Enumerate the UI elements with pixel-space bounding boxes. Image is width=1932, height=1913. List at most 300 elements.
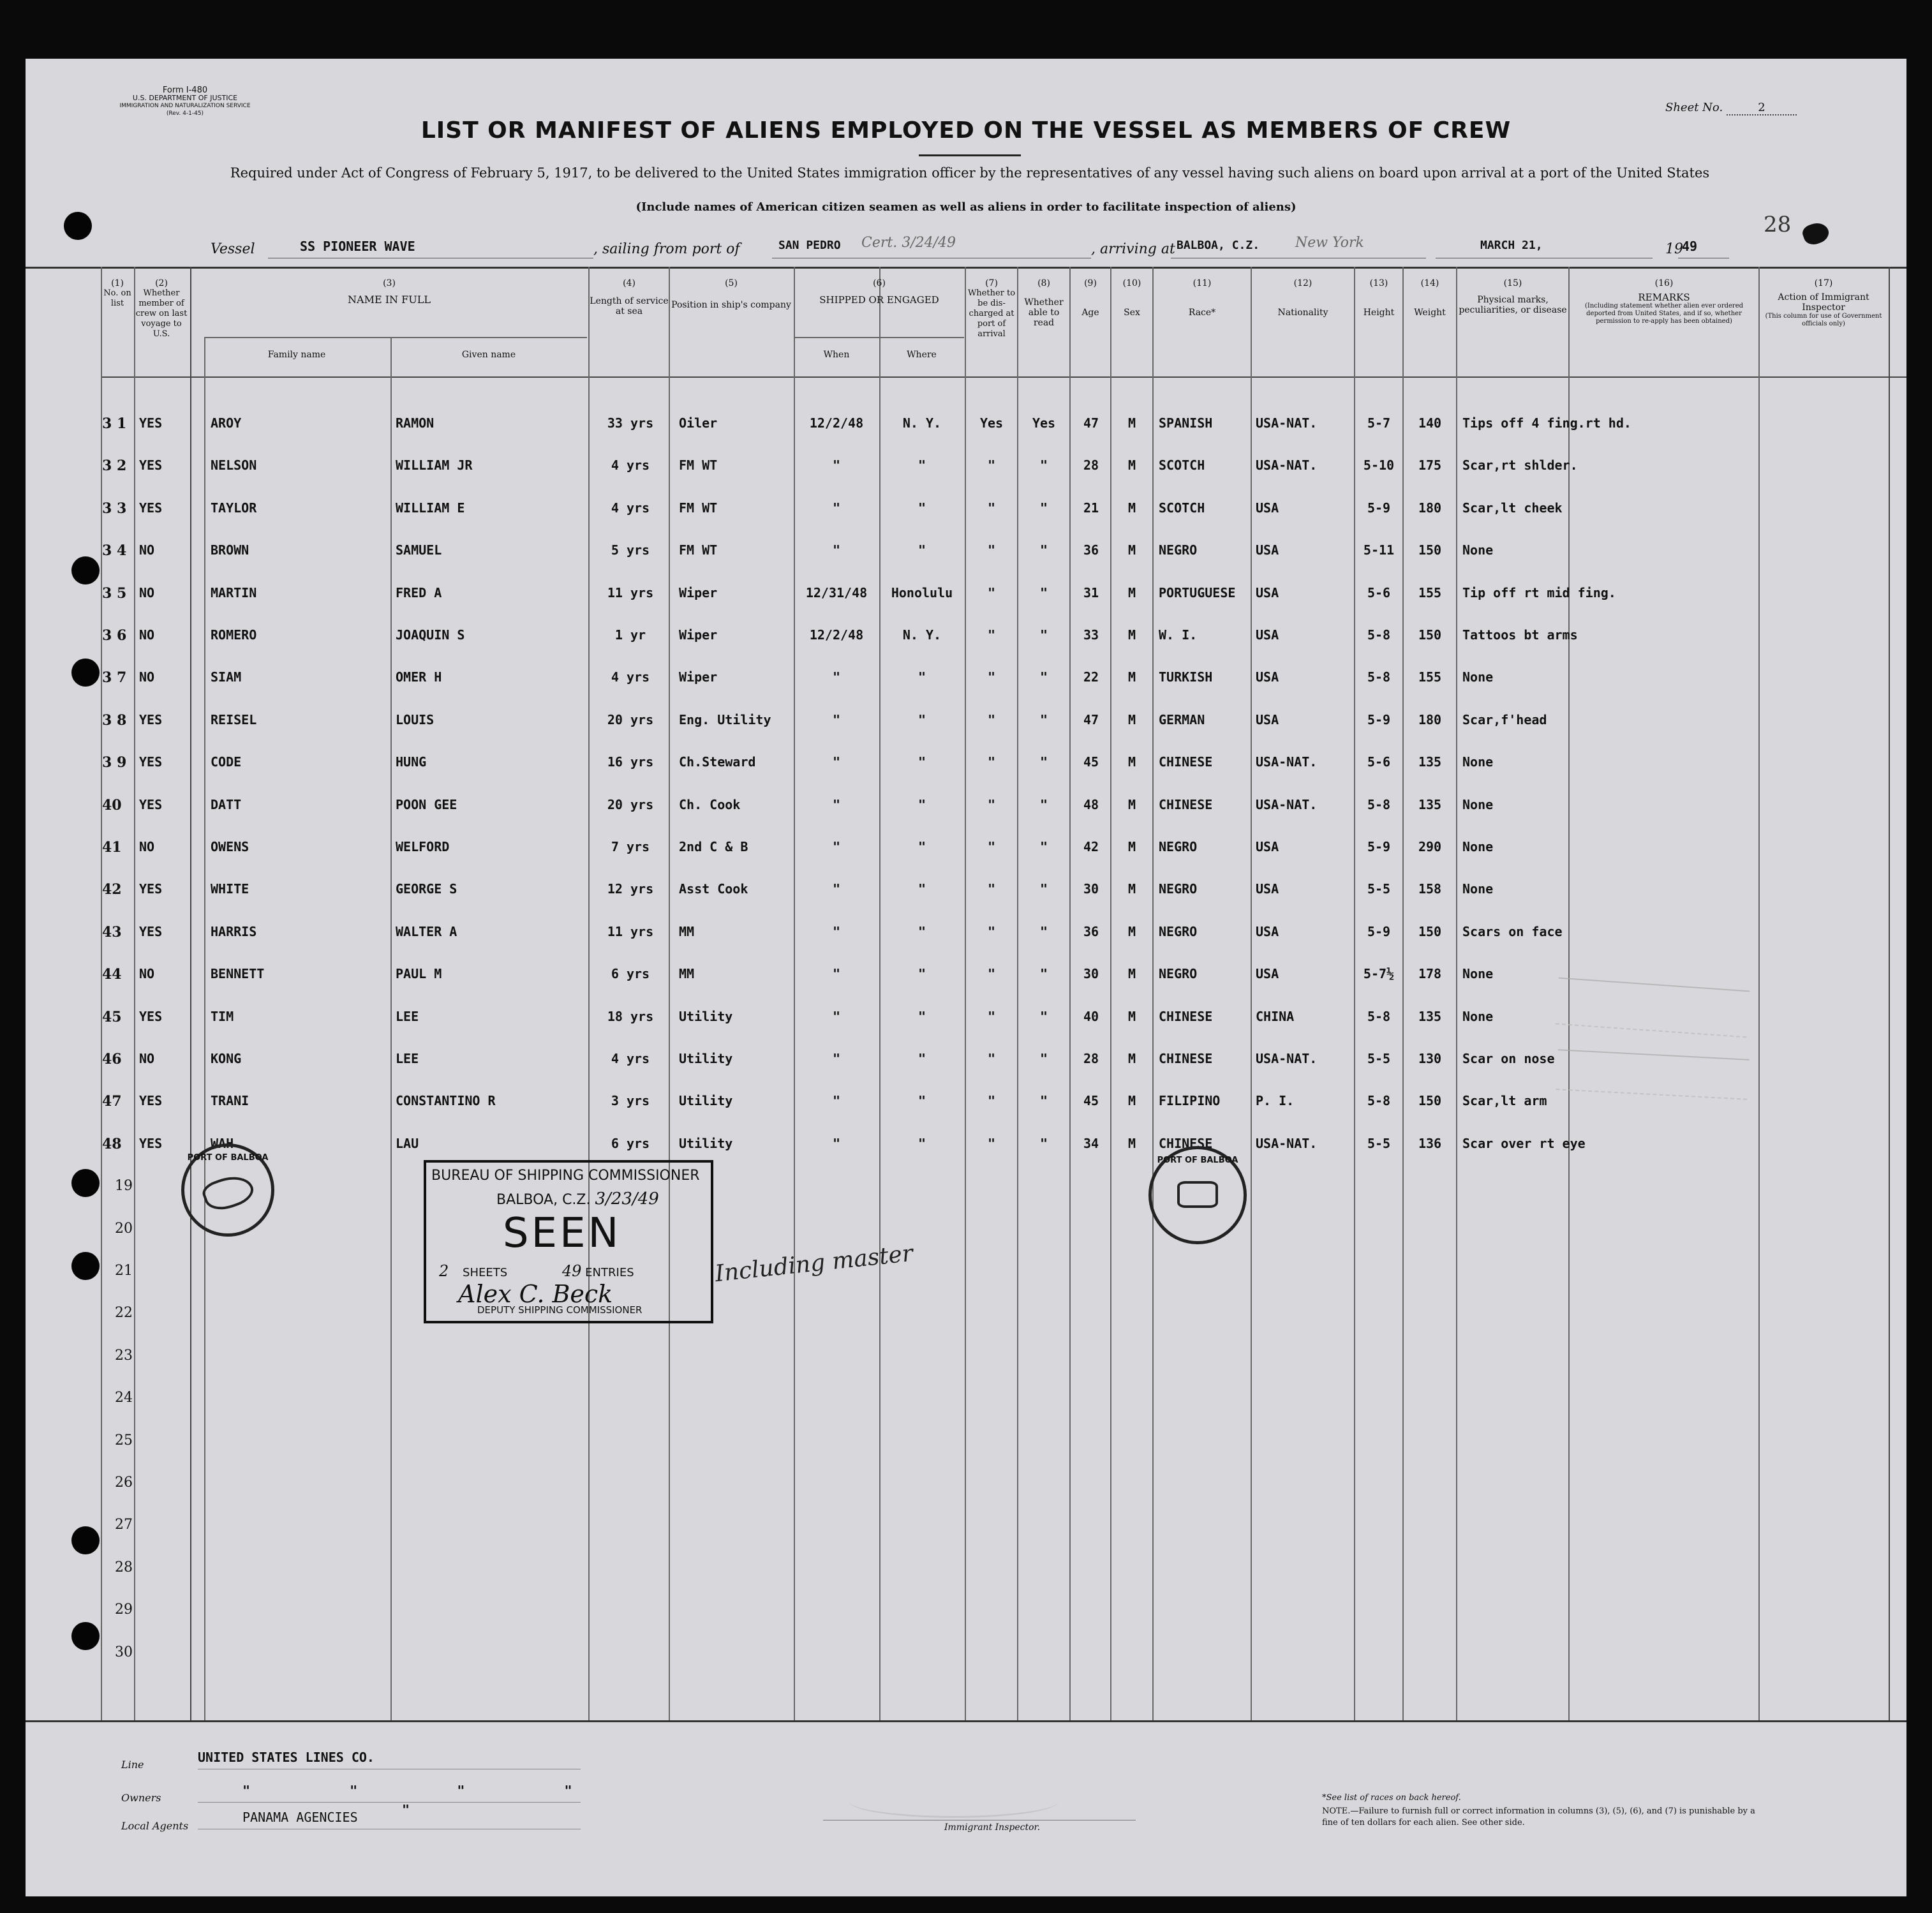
cell-weight: 150 [1418, 542, 1442, 558]
col7-num: (7) [985, 278, 998, 288]
vessel-line [211, 235, 1755, 260]
column-line [1354, 267, 1355, 1720]
cell-weight: 150 [1418, 627, 1442, 643]
cell-sex: M [1127, 627, 1136, 643]
cell-no-on-list: 3 2 [102, 458, 127, 474]
cell-nationality: USA [1256, 839, 1279, 854]
cell-previous-voyage: YES [139, 754, 163, 770]
cell-shipped-where: N. Y. [902, 415, 942, 431]
arriving-label: , arriving at [1091, 241, 1175, 257]
cell-weight: 155 [1418, 585, 1442, 600]
cell-nationality: P. I. [1256, 1093, 1295, 1108]
cell-family-name: AROY [211, 415, 242, 431]
cell-family-name: ROMERO [211, 627, 257, 643]
cell-nationality: USA-NAT. [1256, 1051, 1318, 1066]
column-line [588, 267, 590, 1720]
stamp-entries-count: 49 [561, 1262, 582, 1280]
stamp-role: DEPUTY SHIPPING COMMISSIONER [477, 1304, 643, 1316]
cell-age: 33 [1083, 627, 1099, 643]
cell-length-of-service: 4 yrs [611, 1051, 650, 1066]
cell-given-name: JOAQUIN S [396, 627, 465, 643]
cell-sex: M [1127, 1136, 1136, 1151]
arrival-date: MARCH 21, [1480, 239, 1543, 252]
shipped-subheader-line [794, 337, 964, 338]
cell-can-read: " [1039, 966, 1048, 981]
col2-head: Whether member of crew on last voyage to U.S. [135, 288, 188, 339]
cell-race: CHINESE [1159, 797, 1213, 812]
cell-shipped-where: " [918, 1136, 926, 1151]
cell-shipped-when: 12/2/48 [809, 627, 864, 643]
cell-length-of-service: 33 yrs [607, 415, 654, 431]
table-top-line [26, 267, 1906, 269]
cell-race: GERMAN [1159, 712, 1205, 727]
cell-no-on-list: 48 [102, 1136, 122, 1152]
cell-length-of-service: 11 yrs [607, 585, 654, 600]
col11-head: Race* [1188, 308, 1216, 318]
cell-shipped-where: " [918, 669, 926, 685]
col17-subhead: (This column for use of Government officials only) [1765, 313, 1882, 327]
col16-head: REMARKS [1638, 292, 1690, 303]
cell-previous-voyage: YES [139, 458, 163, 473]
col2-num: (2) [155, 278, 168, 288]
cell-position: Asst Cook [679, 881, 748, 897]
cell-race: SPANISH [1159, 415, 1213, 431]
cell-family-name: WHITE [211, 881, 249, 897]
vessel-name: SS PIONEER WAVE [300, 239, 415, 254]
cell-can-read: " [1039, 881, 1048, 897]
cell-shipped-where: " [918, 712, 926, 727]
table-row [26, 577, 1906, 603]
cell-height: 5-9 [1367, 924, 1391, 939]
col9-num: (9) [1084, 278, 1097, 288]
cell-no-on-list: 3 9 [102, 754, 127, 771]
port-seal [181, 1143, 274, 1237]
cell-previous-voyage: NO [139, 669, 155, 685]
column-line [190, 267, 191, 1720]
cell-previous-voyage: NO [139, 966, 155, 981]
cell-length-of-service: 7 yrs [611, 839, 650, 854]
col5-head: Position in ship's company [671, 300, 791, 310]
column-line [1456, 267, 1457, 1720]
cell-position: Utility [679, 1009, 733, 1024]
when-head: When [823, 350, 850, 360]
cert-annotation: Cert. 3/24/49 [861, 235, 956, 251]
cell-shipped-where: " [918, 500, 926, 516]
empty-row-number: 19 [115, 1178, 133, 1194]
cell-age: 42 [1083, 839, 1099, 854]
line-value: UNITED STATES LINES CO. [198, 1750, 375, 1765]
cell-height: 5-11 [1363, 542, 1395, 558]
table-row [26, 958, 1906, 984]
shipping-commissioner-stamp [424, 1160, 713, 1323]
cell-no-on-list: 3 4 [102, 542, 127, 559]
punch-hole [71, 1622, 100, 1650]
agents-value: PANAMA AGENCIES [242, 1810, 358, 1825]
cell-shipped-when: " [832, 797, 841, 812]
cell-given-name: RAMON [396, 415, 435, 431]
cell-position: 2nd C & B [679, 839, 748, 854]
cell-discharge-flag: " [987, 500, 996, 516]
table-row [26, 493, 1906, 518]
cell-no-on-list: 3 3 [102, 500, 127, 517]
cell-no-on-list: 44 [102, 966, 122, 983]
cell-family-name: BROWN [211, 542, 249, 558]
cell-discharge-flag: " [987, 881, 996, 897]
cell-weight: 178 [1418, 966, 1442, 981]
empty-row-number: 21 [115, 1263, 133, 1279]
table-row [26, 916, 1906, 942]
cell-no-on-list: 3 7 [102, 669, 127, 686]
cell-shipped-when: " [832, 458, 841, 473]
column-line [794, 267, 795, 1720]
cell-family-name: TAYLOR [211, 500, 257, 516]
cell-length-of-service: 20 yrs [607, 797, 654, 812]
punch-hole [64, 212, 92, 240]
given-name-head: Given name [461, 350, 516, 360]
cell-age: 47 [1083, 415, 1099, 431]
cell-can-read: " [1039, 542, 1048, 558]
cell-discharge-flag: " [987, 585, 996, 600]
table-row [26, 408, 1906, 433]
cell-can-read: " [1039, 627, 1048, 643]
col4-head: Length of service at sea [590, 296, 669, 316]
stamp-entries-label: ENTRIES [585, 1266, 634, 1279]
cell-discharge-flag: " [987, 924, 996, 939]
title-underline [919, 154, 1021, 156]
cell-length-of-service: 12 yrs [607, 881, 654, 897]
cell-discharge-flag: " [987, 712, 996, 727]
cell-age: 22 [1083, 669, 1099, 685]
cell-can-read: " [1039, 839, 1048, 854]
cell-sex: M [1127, 458, 1136, 473]
cell-race: NEGRO [1159, 839, 1198, 854]
col15-head: Physical marks, peculiarities, or disease [1459, 295, 1567, 315]
corner-number: 28 [1764, 212, 1792, 237]
department: U.S. DEPARTMENT OF JUSTICE [132, 94, 238, 102]
cell-shipped-when: 12/31/48 [805, 585, 868, 600]
cell-length-of-service: 18 yrs [607, 1009, 654, 1024]
cell-length-of-service: 4 yrs [611, 458, 650, 473]
cell-shipped-when: " [832, 966, 841, 981]
cell-given-name: LEE [396, 1051, 419, 1066]
col10-head: Sex [1124, 308, 1140, 318]
cell-position: Eng. Utility [679, 712, 771, 727]
table-row [26, 831, 1906, 857]
cell-shipped-where: " [918, 754, 926, 770]
cell-no-on-list: 3 6 [102, 627, 127, 644]
cell-can-read: " [1039, 1093, 1048, 1108]
cell-nationality: CHINA [1256, 1009, 1295, 1024]
penalty-note [1322, 1806, 1769, 1829]
cell-family-name: SIAM [211, 669, 242, 685]
cell-race: TURKISH [1159, 669, 1213, 685]
table-row [26, 535, 1906, 560]
cell-weight: 150 [1418, 924, 1442, 939]
cell-age: 31 [1083, 585, 1099, 600]
cell-given-name: LOUIS [396, 712, 435, 727]
cell-position: Wiper [679, 585, 718, 600]
cell-race: CHINESE [1159, 1051, 1213, 1066]
cell-height: 5-9 [1367, 500, 1391, 516]
stamp-signature: Alex C. Beck [458, 1280, 613, 1308]
table-row [26, 662, 1906, 687]
cell-height: 5-8 [1367, 1009, 1391, 1024]
col3-num: (3) [383, 278, 396, 288]
empty-row-number: 26 [115, 1475, 133, 1491]
cell-sex: M [1127, 1093, 1136, 1108]
column-line [879, 267, 881, 1720]
port-from: SAN PEDRO [778, 239, 841, 252]
cell-no-on-list: 3 5 [102, 585, 127, 602]
ink-blot [1801, 220, 1832, 248]
cell-length-of-service: 5 yrs [611, 542, 650, 558]
col16-num: (16) [1654, 278, 1674, 288]
punch-hole [71, 1252, 100, 1280]
cell-height: 5-8 [1367, 797, 1391, 812]
cell-position: Wiper [679, 627, 718, 643]
cell-height: 5-5 [1367, 881, 1391, 897]
cell-position: Ch. Cook [679, 797, 741, 812]
cell-sex: M [1127, 712, 1136, 727]
cell-previous-voyage: YES [139, 1093, 163, 1108]
cell-physical-marks: Scar over rt eye [1462, 1136, 1586, 1151]
cell-race: NEGRO [1159, 966, 1198, 981]
column-line [134, 267, 135, 1720]
cell-sex: M [1127, 881, 1136, 897]
cell-sex: M [1127, 669, 1136, 685]
column-line [1017, 267, 1018, 1720]
col5-num: (5) [725, 278, 738, 288]
subtitle: Required under Act of Congress of February 5, 1917, to be delivered to the United States immigration officer by the representatives of any vessel having such aliens on board upon arrival at a port of the United States [230, 165, 1710, 181]
cell-nationality: USA-NAT. [1256, 1136, 1318, 1151]
cell-length-of-service: 4 yrs [611, 500, 650, 516]
empty-row-number: 28 [115, 1559, 133, 1575]
seal-scribble [200, 1170, 257, 1216]
table-row [26, 450, 1906, 475]
col3-head: NAME IN FULL [348, 294, 431, 306]
including-master-note: Including master [713, 1240, 914, 1288]
cell-nationality: USA [1256, 627, 1279, 643]
cell-sex: M [1127, 754, 1136, 770]
year-prefix: 19 [1665, 241, 1683, 257]
col10-num: (10) [1122, 278, 1141, 288]
cell-height: 5-6 [1367, 754, 1391, 770]
column-line [101, 267, 102, 1720]
column-line [1152, 267, 1154, 1720]
cell-given-name: OMER H [396, 669, 442, 685]
cell-physical-marks: Scar,rt shlder. [1462, 458, 1578, 473]
cell-shipped-when: " [832, 712, 841, 727]
cell-age: 30 [1083, 966, 1099, 981]
cell-height: 5-5 [1367, 1136, 1391, 1151]
cell-shipped-when: " [832, 669, 841, 685]
cell-shipped-when: " [832, 1136, 841, 1151]
cell-discharge-flag: " [987, 754, 996, 770]
stamp-sheets-count: 2 [439, 1262, 449, 1280]
cell-shipped-when: " [832, 1051, 841, 1066]
cell-nationality: USA [1256, 966, 1279, 981]
form-id-block [102, 87, 268, 117]
note-text: —Failure to furnish full or correct information in columns (3), (5), (6), and (7) is punishable by a fine of ten dollars for each alien. See other side. [1322, 1806, 1755, 1827]
cell-weight: 158 [1418, 881, 1442, 897]
cell-physical-marks: None [1462, 754, 1494, 770]
revision: (Rev. 4-1-45) [166, 110, 204, 117]
cell-previous-voyage: YES [139, 1009, 163, 1024]
cell-shipped-when: " [832, 500, 841, 516]
port-seal-text: PORT OF BALBOA [1157, 1156, 1238, 1165]
cell-age: 28 [1083, 458, 1099, 473]
cell-nationality: USA-NAT. [1256, 754, 1318, 770]
cell-discharge-flag: " [987, 1051, 996, 1066]
cell-previous-voyage: NO [139, 627, 155, 643]
cell-no-on-list: 45 [102, 1009, 122, 1025]
sheet-label: Sheet No. [1665, 101, 1723, 114]
cell-can-read: Yes [1032, 415, 1056, 431]
empty-row-number: 24 [115, 1390, 133, 1406]
note-label: NOTE. [1322, 1806, 1351, 1816]
cell-shipped-when: " [832, 1009, 841, 1024]
cell-can-read: " [1039, 458, 1048, 473]
cell-height: 5-8 [1367, 627, 1391, 643]
cell-previous-voyage: NO [139, 1051, 155, 1066]
cell-height: 5-7 [1367, 415, 1391, 431]
column-line [1251, 267, 1252, 1720]
cell-physical-marks: None [1462, 839, 1494, 854]
sheet-value: 2 [1727, 101, 1797, 115]
cell-position: FM WT [679, 458, 718, 473]
cell-sex: M [1127, 415, 1136, 431]
cell-weight: 135 [1418, 797, 1442, 812]
agents-label: Local Agents [121, 1820, 189, 1832]
table-row [26, 620, 1906, 645]
table-row [26, 1128, 1906, 1154]
cell-nationality: USA [1256, 924, 1279, 939]
col17-head: Action of Immigrant Inspector [1778, 292, 1869, 313]
agents-ditto: " [402, 1802, 410, 1817]
cell-physical-marks: Tip off rt mid fing. [1462, 585, 1616, 600]
col6-head: SHIPPED OR ENGAGED [819, 294, 939, 306]
empty-row-number: 22 [115, 1305, 133, 1321]
col11-num: (11) [1193, 278, 1212, 288]
header-bottom-line [101, 376, 1906, 378]
cell-discharge-flag: " [987, 1093, 996, 1108]
cell-position: FM WT [679, 542, 718, 558]
cell-height: 5-8 [1367, 1093, 1391, 1108]
cell-weight: 290 [1418, 839, 1442, 854]
cell-previous-voyage: NO [139, 839, 155, 854]
cell-physical-marks: None [1462, 881, 1494, 897]
owners-label: Owners [121, 1792, 161, 1804]
cell-can-read: " [1039, 1051, 1048, 1066]
table-row [26, 747, 1906, 772]
cell-shipped-where: " [918, 881, 926, 897]
cell-race: W. I. [1159, 627, 1198, 643]
cell-length-of-service: 3 yrs [611, 1093, 650, 1108]
where-head: Where [907, 350, 937, 360]
cell-given-name: CONSTANTINO R [396, 1093, 496, 1108]
cell-family-name: NELSON [211, 458, 257, 473]
column-line [965, 267, 966, 1720]
cell-previous-voyage: YES [139, 500, 163, 516]
col6-num: (6) [873, 278, 886, 288]
cell-no-on-list: 43 [102, 924, 122, 941]
cell-previous-voyage: YES [139, 797, 163, 812]
cell-sex: M [1127, 542, 1136, 558]
col13-num: (13) [1369, 278, 1388, 288]
cell-given-name: SAMUEL [396, 542, 442, 558]
cell-sex: M [1127, 500, 1136, 516]
cell-nationality: USA-NAT. [1256, 797, 1318, 812]
cell-family-name: CODE [211, 754, 242, 770]
cell-can-read: " [1039, 585, 1048, 600]
table-row [26, 704, 1906, 730]
empty-row-number: 23 [115, 1348, 133, 1364]
cell-race: NEGRO [1159, 881, 1198, 897]
cell-race: SCOTCH [1159, 458, 1205, 473]
col9-head: Age [1081, 308, 1099, 318]
stamp-sheets-label: SHEETS [463, 1266, 508, 1279]
cell-age: 36 [1083, 924, 1099, 939]
cell-family-name: BENNETT [211, 966, 265, 981]
cell-discharge-flag: " [987, 542, 996, 558]
cell-age: 48 [1083, 797, 1099, 812]
cell-race: CHINESE [1159, 754, 1213, 770]
sailing-label: , sailing from port of [593, 241, 740, 257]
cell-race: SCOTCH [1159, 500, 1205, 516]
cell-length-of-service: 6 yrs [611, 966, 650, 981]
empty-row-number: 30 [115, 1644, 133, 1660]
cell-shipped-where: Honolulu [891, 585, 953, 600]
cell-height: 5-6 [1367, 585, 1391, 600]
col7-head: Whether to be dis-charged at port of arrival [967, 288, 1016, 339]
form-number: Form I-480 [162, 86, 208, 95]
cell-nationality: USA-NAT. [1256, 415, 1318, 431]
cell-shipped-when: " [832, 1093, 841, 1108]
col8-num: (8) [1037, 278, 1050, 288]
cell-physical-marks: None [1462, 797, 1494, 812]
cell-height: 5-9 [1367, 712, 1391, 727]
cell-age: 21 [1083, 500, 1099, 516]
cell-shipped-where: " [918, 1009, 926, 1024]
cell-shipped-where: " [918, 1051, 926, 1066]
empty-row-number: 27 [115, 1517, 133, 1533]
cell-can-read: " [1039, 754, 1048, 770]
cell-physical-marks: Scar on nose [1462, 1051, 1555, 1066]
faint-remarks-scribble [1556, 978, 1750, 1038]
cell-sex: M [1127, 839, 1136, 854]
cell-physical-marks: Scar,f'head [1462, 712, 1547, 727]
column-line [1402, 267, 1404, 1720]
cell-no-on-list: 40 [102, 797, 122, 814]
cell-can-read: " [1039, 797, 1048, 812]
cell-age: 34 [1083, 1136, 1099, 1151]
cell-discharge-flag: Yes [979, 415, 1004, 431]
cell-race: NEGRO [1159, 924, 1198, 939]
cell-weight: 150 [1418, 1093, 1442, 1108]
cell-family-name: WAH [211, 1136, 234, 1151]
cell-length-of-service: 20 yrs [607, 712, 654, 727]
cell-given-name: HUNG [396, 754, 427, 770]
punch-hole [71, 1169, 100, 1197]
col12-head: Nationality [1277, 308, 1328, 318]
line-label: Line [121, 1759, 144, 1771]
table-bottom-line [26, 1720, 1906, 1722]
cell-height: 5-7½ [1363, 966, 1395, 981]
cell-race: CHINESE [1159, 1009, 1213, 1024]
cell-position: Utility [679, 1136, 733, 1151]
col8-head: Whether able to read [1024, 297, 1064, 328]
col16-subhead: (Including statement whether alien ever ordered deported from United States, and if so, whether permission to re-apply has been obtained) [1584, 302, 1744, 325]
